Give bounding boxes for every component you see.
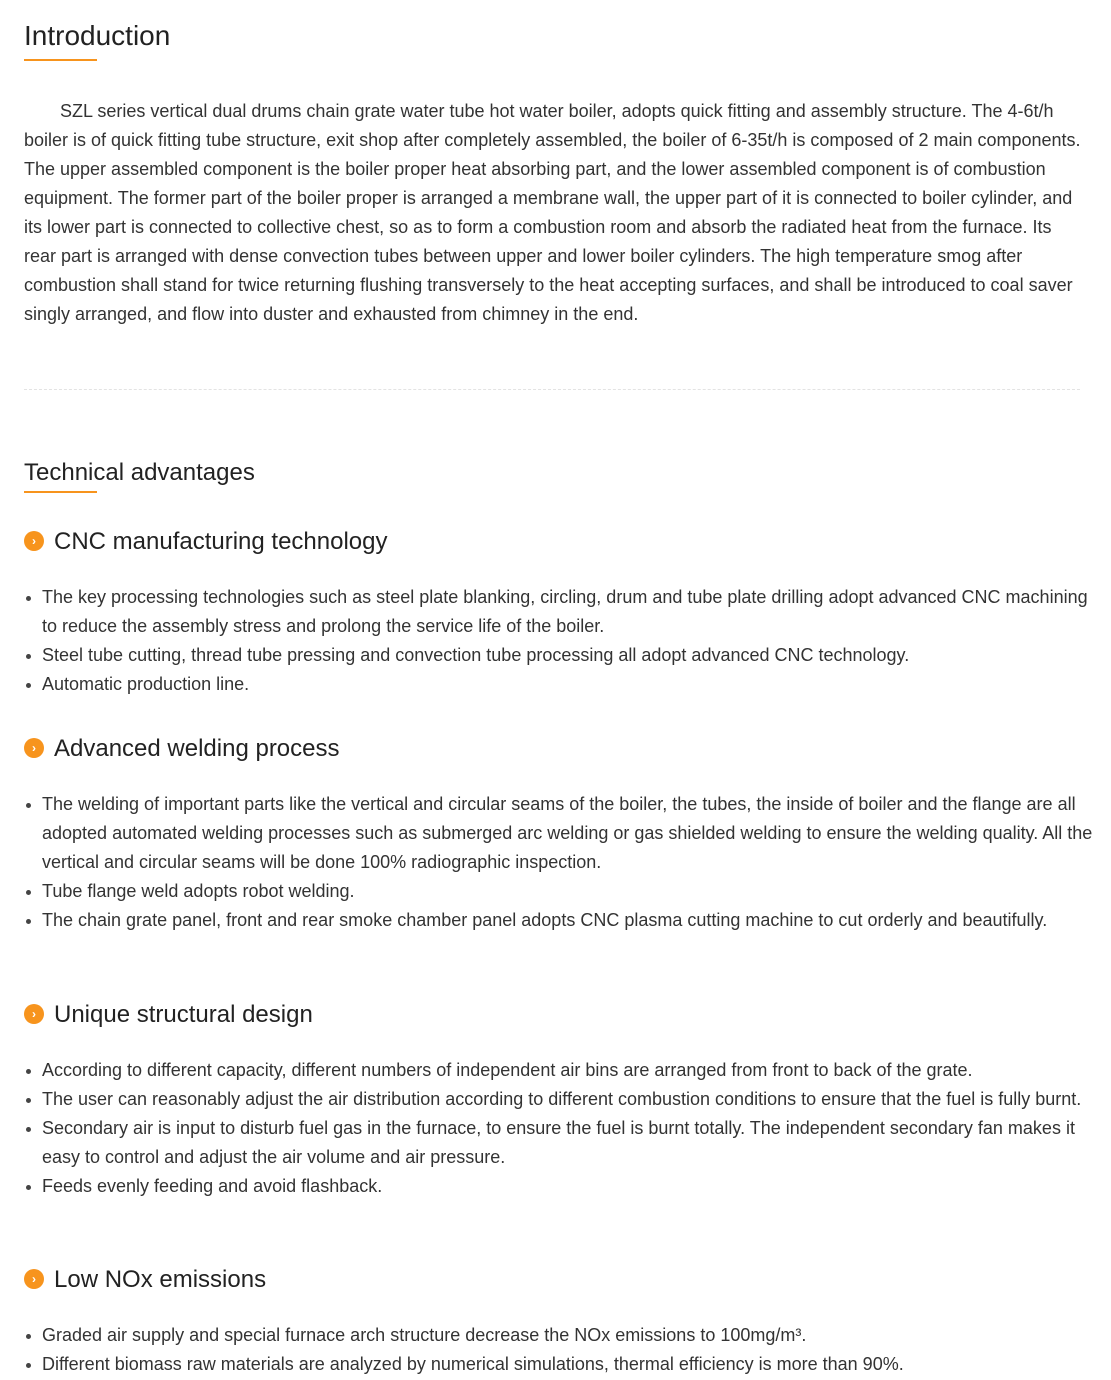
list-item: According to different capacity, different numbers of independent air bins are arranged from front to back of the grate.	[24, 1056, 1094, 1085]
feature-bullet-list	[24, 583, 1094, 699]
feature-bullet-list	[24, 1056, 1094, 1201]
list-item: Tube flange weld adopts robot welding.	[24, 877, 1094, 906]
feature-header	[24, 734, 1094, 764]
technical-advantages-title: Technical advantages	[24, 459, 255, 486]
list-item: The key processing technologies such as steel plate blanking, circling, drum and tube plate drilling adopt advanced CNC machining to reduce the assembly stress and prolong the service life of the boiler.	[24, 583, 1094, 641]
chevron-circle-icon: ›	[24, 1269, 44, 1289]
section-divider	[24, 389, 1080, 390]
list-item: Different biomass raw materials are analyzed by numerical simulations, thermal efficiency is more than 90%.	[24, 1350, 1094, 1379]
list-item: Feeds evenly feeding and avoid flashback.	[24, 1172, 1094, 1201]
feature-advanced-welding	[24, 734, 1094, 935]
list-item: The user can reasonably adjust the air distribution according to different combustion conditions to ensure that the fuel is fully burnt.	[24, 1085, 1094, 1114]
chevron-circle-icon: ›	[24, 1004, 44, 1024]
feature-header	[24, 527, 1094, 557]
feature-header	[24, 1000, 1094, 1030]
list-item: The chain grate panel, front and rear smoke chamber panel adopts CNC plasma cutting machine to cut orderly and beautifully.	[24, 906, 1094, 935]
feature-title: CNC manufacturing technology	[54, 528, 388, 555]
feature-bullet-list	[24, 790, 1094, 935]
feature-bullet-list	[24, 1321, 1094, 1379]
chevron-circle-icon: ›	[24, 531, 44, 551]
feature-unique-structural-design	[24, 1000, 1094, 1201]
list-item: Graded air supply and special furnace arch structure decrease the NOx emissions to 100mg/m³.	[24, 1321, 1094, 1350]
feature-title: Unique structural design	[54, 1001, 313, 1028]
introduction-text: SZL series vertical dual drums chain grate water tube hot water boiler, adopts quick fitting and assembly structure. The 4-6t/h boiler is of quick fitting tube structure, exit shop after completely assembled, the boiler of 6-35t/h is composed of 2 main components. The upper assembled component is the boiler proper heat absorbing part, and the lower assembled component is of combustion equipment. The former part of the boiler proper is arranged a membrane wall, the upper part of it is connected to boiler cylinder, and its lower part is connected to collective chest, so as to form a combustion room and absorb the radiated heat from the furnace. Its rear part is arranged with dense convection tubes between upper and lower boiler cylinders. The high temperature smog after combustion shall stand for twice returning flushing transversely to the heat accepting surfaces, and shall be introduced to coal saver singly arranged, and flow into duster and exhausted from chimney in the end.	[24, 101, 1081, 324]
list-item: Steel tube cutting, thread tube pressing and convection tube processing all adopt advanced CNC technology.	[24, 641, 1094, 670]
introduction-title: Introduction	[24, 20, 171, 51]
feature-title: Low NOx emissions	[54, 1266, 267, 1293]
list-item: The welding of important parts like the vertical and circular seams of the boiler, the tubes, the inside of boiler and the flange are all adopted automated welding processes such as submerged arc welding or gas shielded welding to ensure the welding quality. All the vertical and circular seams will be done 100% radiographic inspection.	[24, 790, 1094, 877]
technical-advantages-title-underline	[24, 491, 97, 493]
list-item: Automatic production line.	[24, 670, 1094, 699]
list-item: Secondary air is input to disturb fuel gas in the furnace, to ensure the fuel is burnt totally. The independent secondary fan makes it easy to control and adjust the air volume and air pressure.	[24, 1114, 1094, 1172]
chevron-circle-icon: ›	[24, 738, 44, 758]
introduction-title-underline	[24, 59, 97, 61]
feature-cnc-manufacturing	[24, 527, 1094, 699]
feature-low-nox-emissions	[24, 1265, 1094, 1379]
feature-title: Advanced welding process	[54, 735, 340, 762]
feature-header	[24, 1265, 1094, 1295]
